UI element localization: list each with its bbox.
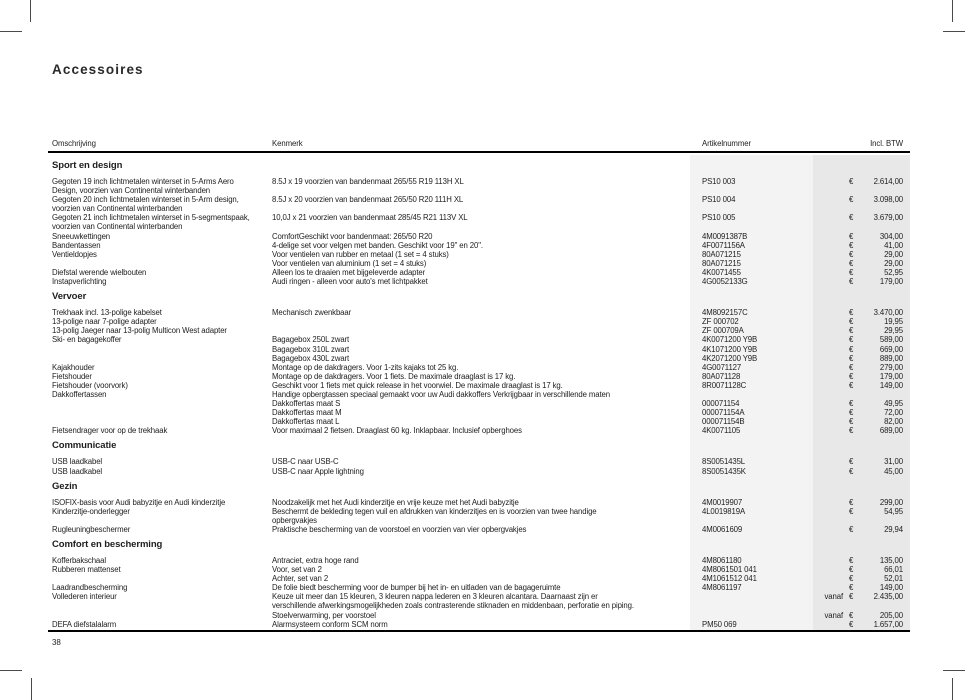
- cell-price: [813, 525, 910, 534]
- cell-price: [813, 565, 910, 574]
- table-row: [48, 363, 910, 372]
- cell-kenmerk: USB-C naar Apple lightning: [272, 466, 364, 476]
- cell-artikelnummer: 4G0071127: [702, 362, 742, 372]
- currency-symbol: €: [849, 466, 854, 476]
- currency-symbol: €: [849, 317, 854, 327]
- currency-symbol: €: [849, 380, 854, 390]
- cell-artikelnummer: 4M0091387B: [702, 231, 748, 241]
- cell-artikelnummer: [690, 204, 813, 213]
- cell-price: [813, 390, 910, 399]
- cell-omschrijving: DEFA diefstalalarm: [52, 619, 117, 629]
- cell-kenmerk: Voor ventielen van rubber en metaal (1 set = 4 stuks): [272, 249, 449, 259]
- cell-price: [813, 381, 910, 390]
- table-row: [48, 335, 910, 344]
- table-row: [48, 498, 910, 507]
- table-content: [48, 160, 910, 629]
- price-value: 3.470,00: [873, 308, 903, 318]
- cell-omschrijving: [48, 408, 272, 417]
- cell-kenmerk: Antraciet, extra hoge rand: [272, 556, 359, 565]
- cell-kenmerk: Bagagebox 310L zwart: [272, 344, 350, 354]
- cell-kenmerk: [272, 186, 690, 195]
- cell-artikelnummer: 4G0052133G: [702, 277, 748, 287]
- cell-omschrijving: Gegoten 19 inch lichtmetalen winterset in 5-Arms Aero: [52, 177, 234, 186]
- price-value: 54,95: [884, 506, 903, 516]
- table-row: [48, 583, 910, 592]
- currency-symbol: €: [849, 213, 854, 223]
- cell-kenmerk: 8.5J x 20 voorzien van bandenmaat 265/50 R20 111H XL: [272, 195, 464, 205]
- cell-kenmerk: Voor, set van 2: [272, 565, 322, 575]
- cell-price: [813, 268, 910, 277]
- currency-symbol: €: [849, 574, 854, 584]
- cell-price: [813, 232, 910, 241]
- cell-kenmerk: Geschikt voor 1 fiets met quick release in het voorwiel. De maximale draaglast is 17 kg.: [272, 380, 563, 390]
- cell-omschrijving: Design, voorzien van Continental winterbanden: [52, 186, 211, 196]
- cell-omschrijving: Trekhaak incl. 13-polige kabelset: [52, 308, 162, 318]
- currency-symbol: €: [849, 592, 854, 602]
- price-value: 3.098,00: [873, 195, 903, 205]
- cell-price: [813, 426, 910, 435]
- cell-kenmerk: 4-delige set voor velgen met banden. Geschikt voor 19" en 20".: [272, 240, 483, 250]
- cell-omschrijving: Fietshouder (voorvork): [52, 380, 128, 390]
- cell-artikelnummer: 80A071215: [702, 249, 741, 259]
- vanaf-label: vanaf: [824, 610, 843, 620]
- table-row: [48, 467, 910, 476]
- cell-omschrijving: Laadrandbescherming: [52, 583, 128, 593]
- cell-kenmerk: Dakkoffertas maat S: [272, 399, 341, 409]
- cell-omschrijving: 13-polige naar 7-polige adapter: [52, 317, 157, 327]
- table-row: [48, 241, 910, 250]
- table-row: [48, 399, 910, 408]
- cell-price: [813, 620, 910, 629]
- cell-artikelnummer: 4K0071455: [702, 267, 741, 277]
- cell-price: [813, 498, 910, 507]
- price-value: 149,00: [879, 380, 903, 390]
- currency-symbol: €: [849, 258, 854, 268]
- cell-kenmerk: [272, 317, 690, 326]
- cell-kenmerk: verschillende afwerkingsmogelijkheden zoals contrasterende stiknaden en middenbaan, perforatie en piping.: [272, 601, 634, 611]
- currency-symbol: €: [849, 353, 854, 363]
- currency-symbol: €: [849, 371, 854, 381]
- currency-symbol: €: [849, 417, 854, 427]
- cell-omschrijving: Instapverlichting: [52, 277, 107, 287]
- cell-artikelnummer: 4M8061180: [702, 556, 742, 565]
- cell-artikelnummer: [690, 516, 813, 525]
- cell-omschrijving: Ventieldopjes: [52, 249, 97, 259]
- currency-symbol: €: [849, 426, 854, 436]
- cell-kenmerk: 10,0J x 21 voorzien van bandenmaat 285/45 R21 113V XL: [272, 213, 468, 223]
- section-title: Comfort en bescherming: [52, 539, 163, 550]
- cell-artikelnummer: 4M8092157C: [702, 308, 748, 318]
- cell-omschrijving: voorzien van Continental winterbanden: [52, 204, 183, 214]
- table-row: [48, 620, 910, 629]
- table-row: [48, 186, 910, 195]
- cell-kenmerk: [272, 222, 690, 231]
- cell-artikelnummer: 4M1061512 041: [702, 574, 757, 584]
- crop-mark-bottom-right-v: [952, 678, 953, 700]
- cell-kenmerk: 8.5J x 19 voorzien van bandenmaat 265/55 R19 113H XL: [272, 177, 464, 186]
- cell-omschrijving: voorzien van Continental winterbanden: [52, 222, 183, 232]
- cell-omschrijving: Gegoten 20 inch lichtmetalen winterset in 5-Arm design,: [52, 195, 239, 205]
- price-value: 889,00: [879, 353, 903, 363]
- price-value: 29,95: [884, 326, 903, 336]
- price-value: 31,00: [884, 457, 903, 467]
- cell-omschrijving: Rubberen mattenset: [52, 565, 121, 575]
- header-rule: [48, 151, 910, 153]
- table-row: [48, 308, 910, 317]
- currency-symbol: €: [849, 565, 854, 575]
- cell-kenmerk: Voor maximaal 2 fietsen. Draaglast 60 kg. Inklapbaar. Inclusief opberghoes: [272, 426, 522, 436]
- price-value: 52,95: [884, 267, 903, 277]
- currency-symbol: €: [849, 408, 854, 418]
- cell-omschrijving: Gegoten 21 inch lichtmetalen winterset in 5-segmentspaak,: [52, 213, 250, 223]
- cell-omschrijving: [48, 345, 272, 354]
- price-value: 179,00: [879, 277, 903, 287]
- table-row: [48, 381, 910, 390]
- cell-price: [813, 457, 910, 466]
- cell-omschrijving: Diefstal werende wielbouten: [52, 267, 147, 277]
- cell-omschrijving: Fietshouder: [52, 371, 92, 381]
- cell-artikelnummer: 4M0061609: [702, 524, 743, 534]
- table-row: [48, 556, 910, 565]
- price-value: 66,01: [884, 565, 903, 575]
- cell-artikelnummer: 8S0051435L: [702, 457, 746, 467]
- crop-mark-bottom-left-h: [0, 670, 22, 671]
- crop-mark-top-right-h: [943, 31, 965, 32]
- cell-kenmerk: Handige opbergtassen speciaal gemaakt voor uw Audi dakkoffers Verkrijgbaar in verschillende maten: [272, 389, 610, 399]
- cell-price: [813, 326, 910, 335]
- cell-kenmerk: Alarmsysteem conform SCM norm: [272, 619, 388, 629]
- table-row: [48, 611, 910, 620]
- currency-symbol: €: [849, 177, 854, 186]
- cell-kenmerk: [272, 326, 690, 335]
- table-row: [48, 354, 910, 363]
- price-value: 29,00: [884, 249, 903, 259]
- cell-price: [813, 277, 910, 286]
- table-row: [48, 565, 910, 574]
- cell-price: [813, 399, 910, 408]
- cell-artikelnummer: 4M0019907: [702, 497, 743, 507]
- price-value: 29,00: [884, 258, 903, 268]
- price-value: 3.679,00: [873, 213, 903, 223]
- price-value: 19,95: [884, 317, 903, 327]
- table-row: [48, 268, 910, 277]
- cell-artikelnummer: [690, 186, 813, 195]
- bottom-rule: [48, 630, 910, 632]
- cell-price: [813, 611, 910, 620]
- table-row: [48, 390, 910, 399]
- cell-artikelnummer: PM50 069: [702, 619, 737, 629]
- cell-omschrijving: [48, 417, 272, 426]
- table-row: [48, 277, 910, 286]
- currency-symbol: €: [849, 195, 854, 205]
- cell-kenmerk: Dakkoffertas maat M: [272, 408, 342, 418]
- currency-symbol: €: [849, 344, 854, 354]
- cell-omschrijving: Kofferbakschaal: [52, 556, 106, 565]
- price-value: 304,00: [879, 231, 903, 241]
- price-value: 41,00: [884, 240, 903, 250]
- cell-artikelnummer: 8S0051435K: [702, 466, 746, 476]
- cell-price: [813, 308, 910, 317]
- cell-omschrijving: [48, 611, 272, 620]
- cell-artikelnummer: 000071154B: [702, 417, 745, 427]
- price-value: 72,00: [884, 408, 903, 418]
- cell-price: [813, 335, 910, 344]
- cell-kenmerk: USB-C naar USB-C: [272, 457, 339, 467]
- cell-kenmerk: Audi ringen - alleen voor auto's met lichtpakket: [272, 277, 428, 287]
- cell-price: [813, 222, 910, 231]
- section-title: Gezin: [52, 480, 78, 492]
- cell-omschrijving: [48, 516, 272, 525]
- price-value: 29,94: [884, 524, 903, 534]
- price-value: 82,00: [884, 417, 903, 427]
- currency-symbol: €: [849, 231, 854, 241]
- cell-artikelnummer: 4K1071200 Y9B: [702, 344, 758, 354]
- cell-price: [813, 372, 910, 381]
- cell-omschrijving: [48, 399, 272, 408]
- column-header-incl-btw: Incl. BTW: [870, 139, 903, 148]
- cell-artikelnummer: 4M8061197: [702, 583, 742, 593]
- currency-symbol: €: [849, 240, 854, 250]
- cell-omschrijving: ISOFIX-basis voor Audi babyzitje en Audi kinderzitje: [52, 497, 226, 507]
- cell-kenmerk: Voor ventielen van aluminium (1 set = 4 stuks): [272, 258, 427, 268]
- cell-kenmerk: opbergvakjes: [272, 515, 317, 525]
- cell-artikelnummer: 8R0071128C: [702, 380, 747, 390]
- table-row: [48, 345, 910, 354]
- cell-artikelnummer: 80A071128: [702, 371, 741, 381]
- cell-price: [813, 574, 910, 583]
- cell-price: [813, 408, 910, 417]
- table-row: [48, 574, 910, 583]
- cell-kenmerk: Dakkoffertas maat L: [272, 417, 340, 427]
- cell-kenmerk: De folie biedt bescherming voor de bumper bij het in- en uitladen van de bagageruimte: [272, 583, 561, 593]
- currency-symbol: €: [849, 277, 854, 287]
- cell-omschrijving: Rugleuningbeschermer: [52, 524, 131, 534]
- price-value: 179,00: [879, 371, 903, 381]
- cell-artikelnummer: [690, 601, 813, 610]
- cell-kenmerk: Bagagebox 250L zwart: [272, 335, 350, 345]
- cell-omschrijving: [48, 259, 272, 268]
- cell-artikelnummer: 4K2071200 Y9B: [702, 353, 758, 363]
- cell-omschrijving: Dakkoffertassen: [52, 389, 107, 399]
- price-value: 689,00: [879, 426, 903, 436]
- cell-artikelnummer: 000071154: [702, 399, 740, 409]
- price-value: 52,01: [884, 574, 903, 584]
- cell-price: [813, 417, 910, 426]
- currency-symbol: €: [849, 583, 854, 593]
- cell-price: [813, 317, 910, 326]
- crop-mark-bottom-right-h: [943, 670, 965, 671]
- cell-artikelnummer: PS10 004: [702, 195, 736, 205]
- cell-kenmerk: ComfortGeschikt voor bandenmaat: 265/50 R20: [272, 231, 433, 241]
- crop-mark-bottom-left-v: [31, 678, 32, 700]
- table-row: [48, 250, 910, 259]
- cell-omschrijving: [48, 354, 272, 363]
- table-row: [48, 177, 910, 186]
- cell-artikelnummer: [690, 592, 813, 601]
- cell-price: [813, 507, 910, 516]
- price-value: 2.435,00: [873, 592, 903, 602]
- currency-symbol: €: [849, 619, 854, 629]
- price-value: 589,00: [879, 335, 903, 345]
- table-row: [48, 372, 910, 381]
- cell-omschrijving: USB laadkabel: [52, 466, 103, 476]
- cell-artikelnummer: 4K0071105: [702, 426, 741, 436]
- cell-artikelnummer: 80A071215: [702, 258, 741, 268]
- currency-symbol: €: [849, 326, 854, 336]
- price-value: 299,00: [879, 497, 903, 507]
- column-header-omschrijving: Omschrijving: [52, 139, 96, 148]
- cell-omschrijving: Ski- en bagagekoffer: [52, 335, 122, 345]
- currency-symbol: €: [849, 362, 854, 372]
- table-row: [48, 232, 910, 241]
- cell-price: [813, 601, 910, 610]
- cell-kenmerk: [272, 204, 690, 213]
- cell-omschrijving: Fietsendrager voor op de trekhaak: [52, 426, 168, 436]
- cell-price: [813, 556, 910, 565]
- cell-omschrijving: USB laadkabel: [52, 457, 103, 467]
- cell-price: [813, 354, 910, 363]
- table-row: [48, 259, 910, 268]
- cell-kenmerk: Keuze uit meer dan 15 kleuren, 3 kleuren nappa lederen en 3 kleuren alcantara. Daarnaast zijn er: [272, 592, 598, 602]
- cell-omschrijving: [48, 574, 272, 583]
- cell-price: [813, 213, 910, 222]
- price-value: 49,95: [884, 399, 903, 409]
- cell-artikelnummer: PS10 005: [702, 213, 736, 223]
- table-row: [48, 417, 910, 426]
- table-row: [48, 204, 910, 213]
- cell-price: [813, 583, 910, 592]
- cell-price: [813, 467, 910, 476]
- cell-price: [813, 250, 910, 259]
- table-row: [48, 457, 910, 466]
- table-row: [48, 213, 910, 222]
- table-row: [48, 516, 910, 525]
- price-value: 135,00: [879, 556, 903, 565]
- page-number: 38: [52, 638, 61, 647]
- cell-omschrijving: 13-polig Jaeger naar 13-polig Multicon West adapter: [52, 326, 227, 336]
- cell-kenmerk: Mechanisch zwenkbaar: [272, 308, 352, 318]
- price-value: 45,00: [884, 466, 903, 476]
- currency-symbol: €: [849, 556, 854, 565]
- cell-kenmerk: Bagagebox 430L zwart: [272, 353, 350, 363]
- cell-kenmerk: Praktische bescherming van de voorstoel en voorzien van vier opbergvakjes: [272, 524, 527, 534]
- cell-omschrijving: Kinderzitje-onderlegger: [52, 506, 130, 516]
- cell-price: [813, 177, 910, 186]
- price-value: 669,00: [879, 344, 903, 354]
- currency-symbol: €: [849, 335, 854, 345]
- cell-artikelnummer: 000071154A: [702, 408, 745, 418]
- price-value: 149,00: [879, 583, 903, 593]
- table-row: [48, 525, 910, 534]
- cell-price: [813, 204, 910, 213]
- crop-mark-top-right-v: [952, 0, 953, 22]
- column-header-kenmerk: Kenmerk: [272, 139, 303, 148]
- cell-artikelnummer: [690, 390, 813, 399]
- cell-price: [813, 195, 910, 204]
- table-row: [48, 601, 910, 610]
- currency-symbol: €: [849, 610, 854, 620]
- currency-symbol: €: [849, 399, 854, 409]
- cell-price: [813, 363, 910, 372]
- page-title: Accessoires: [52, 62, 144, 77]
- cell-artikelnummer: 4K0071200 Y9B: [702, 335, 758, 345]
- cell-omschrijving: Vollederen interieur: [52, 592, 117, 602]
- currency-symbol: €: [849, 457, 854, 467]
- column-header-artikelnummer: Artikelnummer: [702, 139, 751, 148]
- table-row: [48, 222, 910, 231]
- section-title: Vervoer: [52, 291, 87, 303]
- price-value: 2.614,00: [873, 177, 903, 186]
- table-row: [48, 408, 910, 417]
- cell-kenmerk: Alleen los te draaien met bijgeleverde adapter: [272, 267, 426, 277]
- cell-price: [813, 259, 910, 268]
- crop-mark-top-left-h: [0, 31, 22, 32]
- cell-artikelnummer: 4M8061501 041: [702, 565, 757, 575]
- cell-price: [813, 241, 910, 250]
- cell-price: [813, 186, 910, 195]
- cell-kenmerk: Noodzakelijk met het Audi kinderzitje en vrije keuze met het Audi babyzitje: [272, 497, 519, 507]
- cell-artikelnummer: [690, 611, 813, 620]
- currency-symbol: €: [849, 524, 854, 534]
- cell-kenmerk: Montage op de dakdragers. Voor 1-zits kajaks tot 25 kg.: [272, 362, 459, 372]
- cell-artikelnummer: ZF 000702: [702, 317, 739, 327]
- cell-omschrijving: Sneeuwkettingen: [52, 231, 111, 241]
- price-value: 279,00: [879, 362, 903, 372]
- currency-symbol: €: [849, 267, 854, 277]
- cell-kenmerk: Stoelverwarming, per voorstoel: [272, 610, 376, 620]
- cell-price: [813, 516, 910, 525]
- cell-omschrijving: Bandentassen: [52, 240, 101, 250]
- cell-kenmerk: Beschermt de bekleding tegen vuil en afdrukken van kinderzitjes en is voorzien van twee handige: [272, 506, 597, 516]
- table-row: [48, 195, 910, 204]
- cell-omschrijving: [48, 601, 272, 610]
- price-value: 205,00: [879, 610, 903, 620]
- table-row: [48, 317, 910, 326]
- cell-omschrijving: Kajakhouder: [52, 362, 95, 372]
- section-title: Sport en design: [52, 160, 123, 171]
- table-row: [48, 426, 910, 435]
- table-row: [48, 507, 910, 516]
- table-row: [48, 326, 910, 335]
- cell-artikelnummer: 4F0071156A: [702, 240, 745, 250]
- crop-mark-top-left-v: [30, 0, 31, 22]
- section-title: Communicatie: [52, 440, 117, 452]
- table-header-row: [48, 139, 910, 149]
- cell-artikelnummer: [690, 222, 813, 231]
- currency-symbol: €: [849, 497, 854, 507]
- currency-symbol: €: [849, 308, 854, 318]
- currency-symbol: €: [849, 506, 854, 516]
- cell-artikelnummer: PS10 003: [702, 177, 736, 186]
- currency-symbol: €: [849, 249, 854, 259]
- table-body: [48, 155, 910, 630]
- table-row: [48, 592, 910, 601]
- cell-artikelnummer: ZF 000709A: [702, 326, 744, 336]
- cell-kenmerk: Achter, set van 2: [272, 574, 329, 584]
- cell-artikelnummer: 4L0019819A: [702, 506, 746, 516]
- price-value: 1.657,00: [873, 619, 903, 629]
- vanaf-label: vanaf: [824, 592, 843, 602]
- cell-price: [813, 345, 910, 354]
- cell-price: [813, 592, 910, 601]
- cell-kenmerk: Montage op de dakdragers. Voor 1 fiets. De maximale draaglast is 17 kg.: [272, 371, 516, 381]
